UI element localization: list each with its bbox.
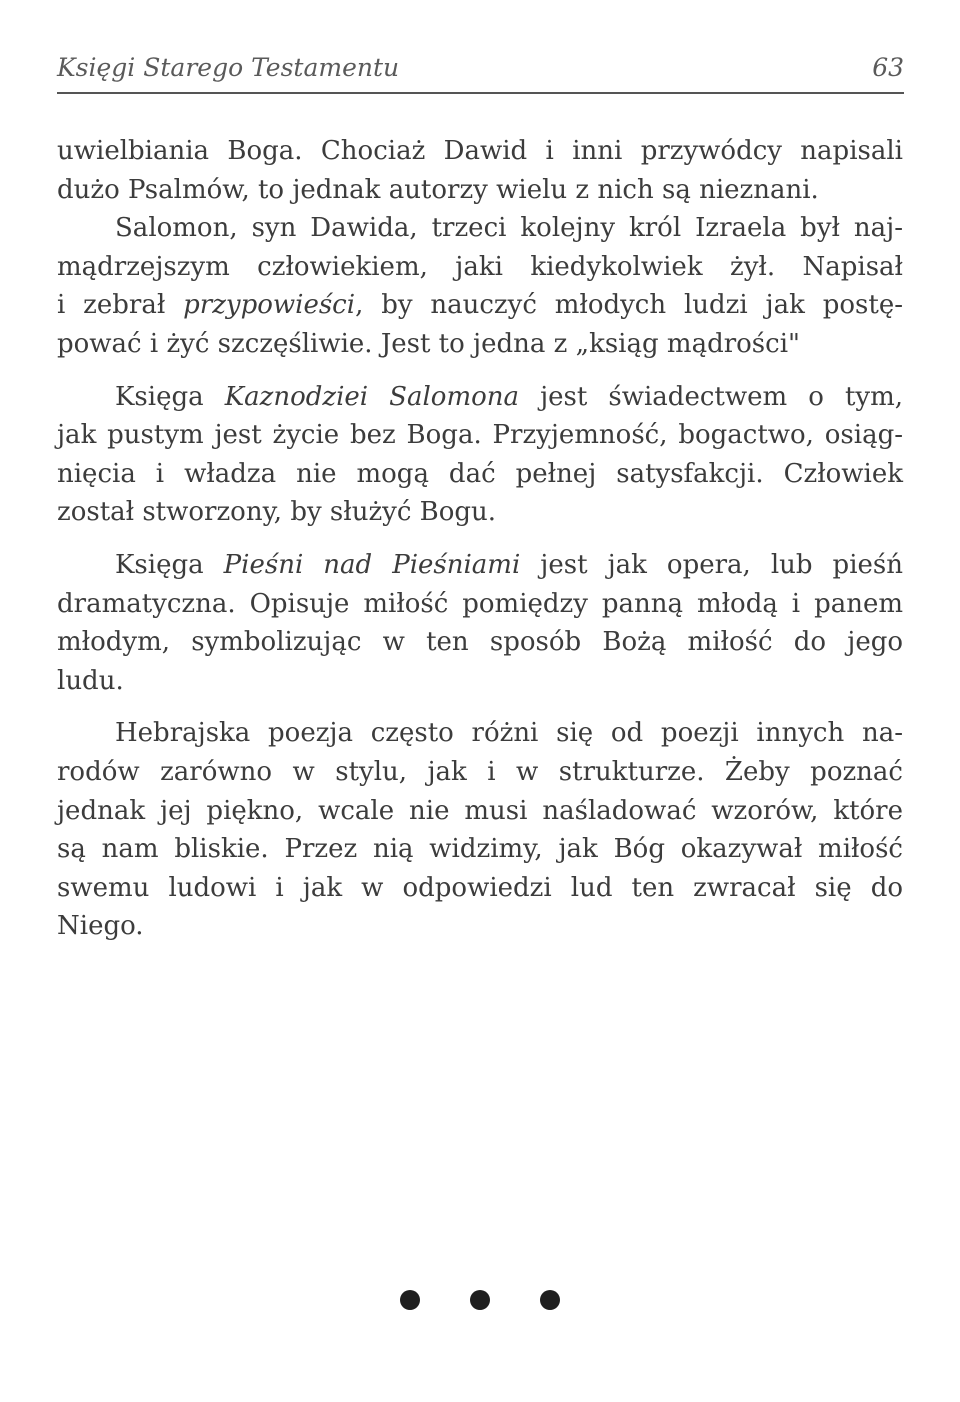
text-fragment: jest jak opera, lub pieśń [520,549,903,580]
header-rule [57,92,904,94]
text-fragment: Księga [115,381,225,412]
running-title: Księgi Starego Testamentu [57,53,400,82]
running-header [57,42,904,82]
text-line [57,546,903,585]
text-fragment: , by nauczyć młodych ludzi jak postę- [355,290,903,321]
text-line [57,378,903,417]
text-line: jak pustym jest życie bez Boga. Przyjemność, bogactwo, osiąg- [57,420,903,451]
text-line: swemu ludowi i jak w odpowiedzi lud ten zwracał się do [57,872,903,903]
text-line: dramatyczna. Opisuje miłość pomiędzy panną młodą i panem [57,588,903,619]
text-line: rodów zarówno w stylu, jak i w strukturze. Żeby poznać [57,756,903,787]
text-line: uwielbiania Boga. Chociaż Dawid i inni przywódcy napisali [57,136,903,166]
text-line: Salomon, syn Dawida, trzeci kolejny król Izraela był naj- [115,213,903,244]
italic-title: Kaznodziei Salomona [224,381,519,412]
ornament-dot-icon [470,1290,490,1310]
body-text [57,132,903,946]
text-line: ludu. [57,665,124,696]
text-fragment: Księga [115,549,224,580]
text-line: pować i żyć szczęśliwie. Jest to jedna z „ksiąg mądrości" [57,328,800,359]
ornament-dot-icon [400,1290,420,1310]
text-line: Hebrajska poezja często różni się od poezji innych na- [115,718,903,749]
page-number: 63 [872,53,904,82]
text-line: Niego. [57,911,144,942]
text-fragment: jest świadectwem o tym, [519,381,903,412]
text-line: młodym, symbolizując w ten sposób Bożą miłość do jego [57,627,903,658]
section-ornament [0,1290,960,1310]
text-line: jednak jej piękno, wcale nie musi naśladować wzorów, które [57,795,903,826]
ornament-dot-icon [540,1290,560,1310]
italic-title: przypowieści [183,290,356,321]
text-line [57,286,903,325]
text-line: dużo Psalmów, to jednak autorzy wielu z nich są nieznani. [57,174,819,205]
italic-title: Pieśni nad Pieśniami [223,549,521,580]
text-fragment: i zebrał [57,290,184,321]
text-line: nięcia i władza nie mogą dać pełnej satysfakcji. Człowiek [57,458,903,489]
text-line: mądrzejszym człowiekiem, jaki kiedykolwiek żył. Napisał [57,251,903,282]
text-line: są nam bliskie. Przez nią widzimy, jak Bóg okazywał miłość [57,834,903,865]
text-line: został stworzony, by służyć Bogu. [57,497,497,528]
